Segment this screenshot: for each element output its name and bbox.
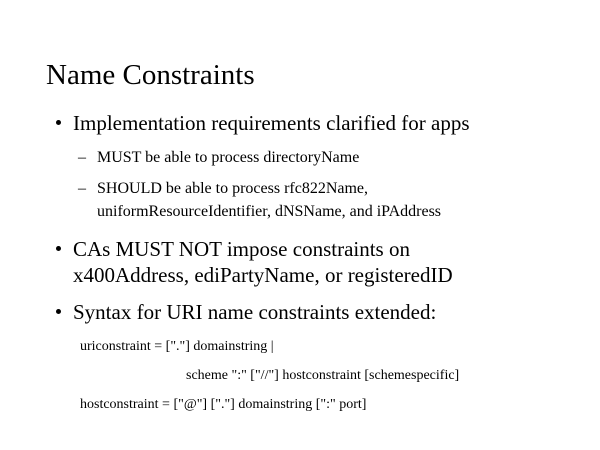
syntax-line-scheme: scheme ":" ["//"] hostconstraint [schemespecific]	[186, 368, 460, 383]
bullet-text: Implementation requirements clarified for apps	[73, 111, 470, 135]
bullet-text: Syntax for URI name constraints extended:	[73, 300, 437, 324]
bullet-dot-icon	[56, 246, 61, 251]
bullet-line: CAs MUST NOT impose constraints on	[73, 237, 410, 261]
bullet-dot-icon	[56, 120, 61, 125]
sub-bullet-must	[78, 148, 360, 167]
bullet-implementation	[73, 111, 470, 135]
bullet-syntax	[73, 300, 436, 324]
bullet-dot-icon	[56, 309, 61, 314]
sub-bullet-line: uniformResourceIdentifier, dNSName, and iPAddress	[97, 203, 442, 220]
dash-icon: –	[78, 180, 86, 197]
sub-bullet-text: MUST be able to process directoryName	[97, 149, 360, 166]
slide-title: Name Constraints	[46, 59, 255, 91]
sub-bullet-should	[78, 179, 442, 221]
dash-icon: –	[78, 149, 86, 166]
syntax-line-hostconstraint: hostconstraint = ["@"] ["."] domainstring [":" port]	[80, 397, 367, 412]
bullet-cas-must-not	[73, 237, 453, 287]
sub-bullet-line: SHOULD be able to process rfc822Name,	[97, 180, 369, 197]
bullet-line: x400Address, ediPartyName, or registeredID	[73, 263, 453, 287]
syntax-line-uriconstraint: uriconstraint = ["."] domainstring |	[80, 339, 274, 354]
